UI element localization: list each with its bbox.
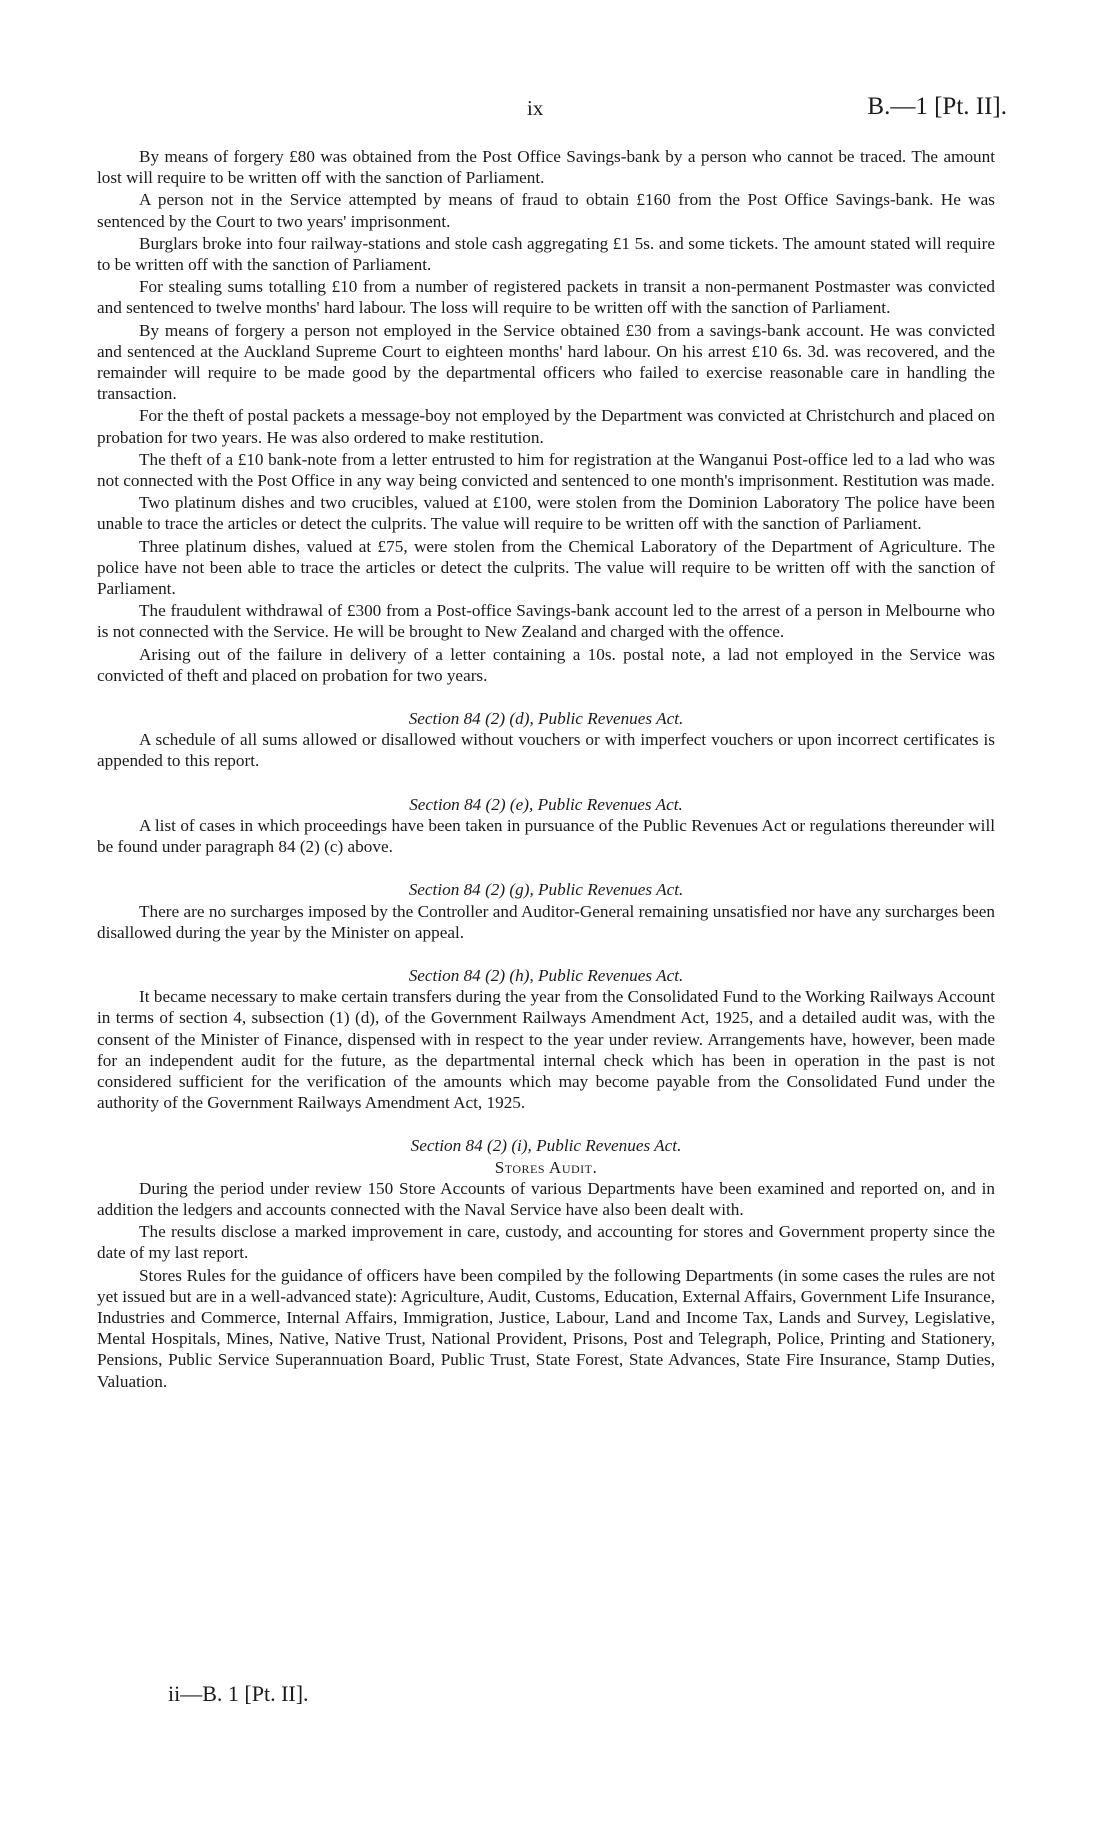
document-body [97, 146, 995, 1393]
document-reference: B.—1 [Pt. II]. [867, 93, 1007, 120]
section-subheading: Stores Audit. [494, 1157, 598, 1177]
section-heading-h: Section 84 (2) (h), Public Revenues Act. [408, 965, 684, 985]
paragraph: Three platinum dishes, valued at £75, were stolen from the Chemical Laboratory of the Department of Agriculture. The police have not been able to trace the articles or detect the culprits. The value will require to be written off with the sanction of Parliament. [97, 536, 995, 599]
section-d-text: A schedule of all sums allowed or disallowed without vouchers or with imperfect vouchers or upon incorrect certificates is appended to this report. [97, 730, 995, 771]
paragraph: Two platinum dishes and two crucibles, valued at £100, were stolen from the Dominion Laboratory The police have been unable to trace the articles or detect the culprits. The value will require to be written off with the sanction of Parliament. [97, 493, 995, 534]
section-heading-g: Section 84 (2) (g), Public Revenues Act. [408, 880, 684, 900]
section-heading-d: Section 84 (2) (d), Public Revenues Act. [408, 709, 684, 729]
paragraph: Burglars broke into four railway-stations and stole cash aggregating £1 5s. and some tickets. The amount stated will require to be written off with the sanction of Parliament. [97, 233, 995, 275]
paragraph: A person not in the Service attempted by means of fraud to obtain £160 from the Post Office Savings-bank. He was sentenced by the Court to two years' imprisonment. [97, 190, 995, 231]
section-g-text: There are no surcharges imposed by the Controller and Auditor-General remaining unsatisfied nor have any surcharges been disallowed during the year by the Minister on appeal. [97, 901, 995, 942]
paragraph: The results disclose a marked improvement in care, custody, and accounting for stores and Government property since the date of my last report. [97, 1222, 995, 1263]
footer-reference: ii—B. 1 [Pt. II]. [168, 1681, 309, 1706]
section-e-text: A list of cases in which proceedings have been taken in pursuance of the Public Revenues Act or regulations thereunder will be found under paragraph 84 (2) (c) above. [97, 815, 995, 857]
paragraph: By means of forgery a person not employed in the Service obtained £30 from a savings-bank account. He was convicted and sentenced at the Auckland Supreme Court to eighteen months' hard labour. On his arrest £10 6s. 3d. was recovered, and the remainder will require to be made good by the departmental officers who failed to exercise reasonable care in handling the transaction. [97, 320, 995, 404]
paragraph: The theft of a £10 bank-note from a letter entrusted to him for registration at the Wanganui Post-office led to a lad who was not connected with the Post Office in any way being convicted and sentenced to one month's imprisonment. Restitution was made. [97, 449, 995, 491]
paragraph: For the theft of postal packets a message-boy not employed by the Department was convicted at Christchurch and placed on probation for two years. He was also ordered to make restitution. [97, 406, 995, 447]
paragraph: Stores Rules for the guidance of officers have been compiled by the following Departments (in some cases the rules are not yet issued but are in a well-advanced state): Agriculture, Audit, Customs, Education, External Affairs, Government Life Insurance, Industries and Commerce, Internal Affairs, Immigration, Justice, Labour, Land and Income Tax, Lands and Survey, Legislative, Mental Hospitals, Mines, Native, Native Trust, National Provident, Prisons, Post and Telegraph, Police, Printing and Stationery, Pensions, Public Service Superannuation Board, Public Trust, State Forest, State Advances, State Fire Insurance, Stamp Duties, Valuation. [97, 1265, 995, 1391]
section-heading-e: Section 84 (2) (e), Public Revenues Act. [409, 794, 683, 814]
paragraph: Arising out of the failure in delivery of a letter containing a 10s. postal note, a lad not employed in the Service was convicted of theft and placed on probation for two years. [97, 644, 995, 685]
page-number: ix [527, 96, 544, 120]
paragraph: For stealing sums totalling £10 from a number of registered packets in transit a non-permanent Postmaster was convicted and sentenced to twelve months' hard labour. The loss will require to be written off with the sanction of Parliament. [97, 277, 995, 318]
section-heading-i: Section 84 (2) (i), Public Revenues Act. [410, 1136, 682, 1156]
paragraph: The fraudulent withdrawal of £300 from a Post-office Savings-bank account led to the arrest of a person in Melbourne who is not connected with the Service. He will be brought to New Zealand and charged with the offence. [97, 601, 995, 642]
paragraph: By means of forgery £80 was obtained from the Post Office Savings-bank by a person who cannot be traced. The amount lost will require to be written off with the sanction of Parliament. [97, 147, 995, 188]
paragraph: During the period under review 150 Store Accounts of various Departments have been examined and reported on, and in addition the ledgers and accounts connected with the Naval Service have also been dealt with. [97, 1178, 995, 1219]
section-h-text: It became necessary to make certain transfers during the year from the Consolidated Fund to the Working Railways Account in terms of section 4, subsection (1) (d), of the Government Railways Amendment Act, 1925, and a detailed audit was, with the consent of the Minister of Finance, dispensed with in respect to the year under review. Arrangements have, however, been made for an independent audit for the future, as the departmental internal check which has been in operation in the past is not considered sufficient for the verification of the amounts which may become payable from the Consolidated Fund under the authority of the Government Railways Amendment Act, 1925. [97, 987, 995, 1113]
